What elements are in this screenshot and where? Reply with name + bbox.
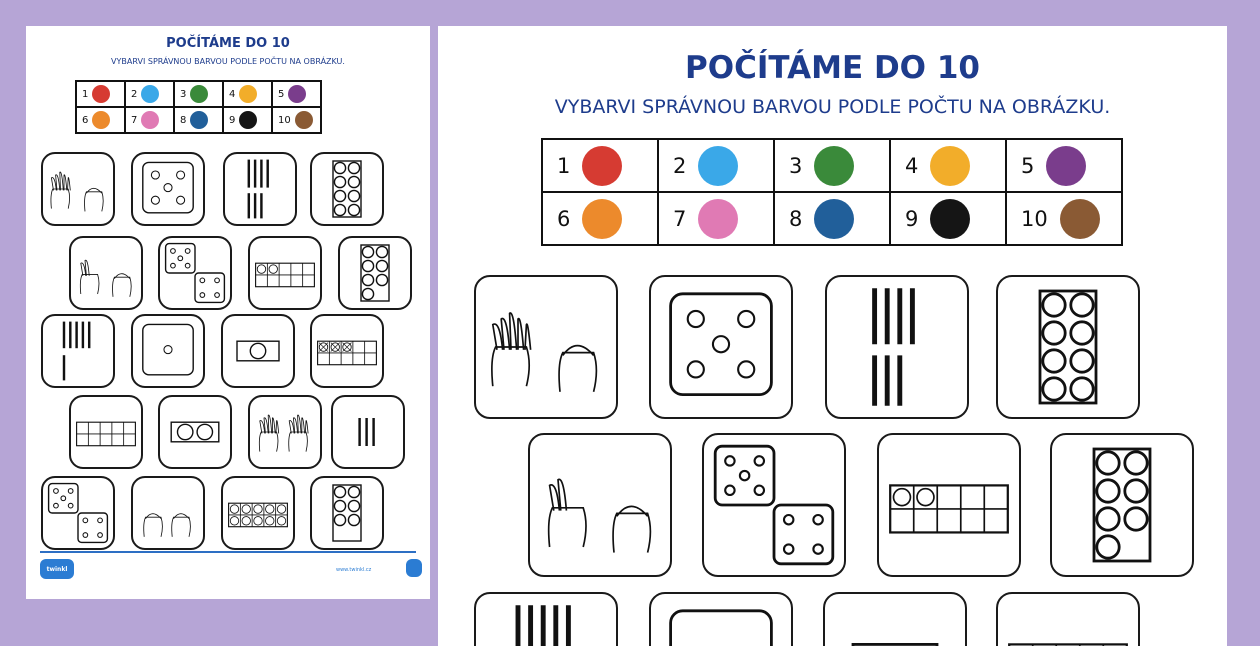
counting-card[interactable] — [823, 592, 967, 646]
two-dice-icon — [160, 238, 230, 308]
color-dot-icon — [92, 85, 110, 103]
color-key-cell — [1006, 139, 1122, 192]
counting-card[interactable] — [248, 395, 322, 469]
counting-card[interactable] — [877, 433, 1021, 577]
color-key-number: 7 — [673, 206, 687, 231]
color-key-cell — [1006, 192, 1122, 245]
color-key-cell — [76, 107, 125, 133]
color-key-number: 1 — [557, 153, 571, 178]
page-title: POČÍTÁME DO 10 — [685, 50, 980, 86]
worksheet-thumbnail[interactable] — [26, 26, 430, 599]
domino-frame-7-icon — [1052, 435, 1192, 575]
color-dot-icon — [288, 85, 306, 103]
two-dice-icon — [704, 435, 844, 575]
frame-one-circle-icon — [223, 316, 293, 386]
counting-card[interactable] — [1050, 433, 1194, 577]
color-key-cell — [774, 139, 890, 192]
color-key-cell — [272, 81, 321, 107]
dice-one-icon — [133, 316, 203, 386]
counting-card[interactable] — [528, 433, 672, 577]
color-key-table — [541, 138, 1123, 246]
color-key-cell — [658, 192, 774, 245]
frame-two-circles-icon — [160, 397, 230, 467]
domino-frame-8-icon — [312, 154, 382, 224]
counting-card[interactable] — [41, 476, 115, 550]
worksheet-main — [438, 26, 1227, 646]
twinkl-badge-icon — [406, 559, 422, 577]
color-key-number: 5 — [278, 88, 285, 100]
tally-marks-7-icon — [827, 277, 967, 417]
thumbnail-color-key — [75, 80, 322, 134]
color-dot-icon — [190, 85, 208, 103]
color-dot-icon — [930, 199, 970, 239]
counting-card[interactable] — [131, 314, 205, 388]
color-key-number: 8 — [180, 114, 187, 126]
color-key-number: 10 — [278, 114, 291, 126]
domino-frame-8-icon — [998, 277, 1138, 417]
counting-card[interactable] — [702, 433, 846, 577]
color-key-number: 2 — [673, 153, 687, 178]
ten-frame-2-icon — [250, 238, 320, 308]
color-key-number: 5 — [1021, 153, 1035, 178]
color-dot-icon — [141, 111, 159, 129]
tally-marks-6-icon — [476, 594, 616, 646]
color-key-cell — [542, 139, 658, 192]
color-key-number: 2 — [131, 88, 138, 100]
color-key-number: 3 — [789, 153, 803, 178]
color-key-number: 1 — [82, 88, 89, 100]
counting-card[interactable] — [649, 592, 793, 646]
counting-card[interactable] — [474, 592, 618, 646]
counting-card[interactable] — [41, 152, 115, 226]
color-key-number: 3 — [180, 88, 187, 100]
counting-card[interactable] — [221, 314, 295, 388]
counting-card[interactable] — [825, 275, 969, 419]
color-dot-icon — [814, 199, 854, 239]
hands-2-and-fist-icon — [71, 238, 141, 308]
color-key-cell — [890, 139, 1006, 192]
color-key-number: 4 — [229, 88, 236, 100]
hands-2-and-fist-icon — [530, 435, 670, 575]
color-key-number: 9 — [905, 206, 919, 231]
tally-marks-3-icon — [333, 397, 403, 467]
color-dot-icon — [582, 146, 622, 186]
color-dot-icon — [1060, 199, 1100, 239]
counting-card[interactable] — [248, 236, 322, 310]
color-dot-icon — [814, 146, 854, 186]
ten-frame-2-icon — [879, 435, 1019, 575]
color-dot-icon — [582, 199, 622, 239]
domino-frame-7-icon — [340, 238, 410, 308]
counting-card[interactable] — [996, 592, 1140, 646]
two-dice-icon — [43, 478, 113, 548]
counting-card[interactable] — [338, 236, 412, 310]
hands-5-and-fist-icon — [476, 277, 616, 417]
color-key-number: 8 — [789, 206, 803, 231]
dice-five-icon — [651, 277, 791, 417]
counting-card[interactable] — [996, 275, 1140, 419]
tally-marks-7-icon — [225, 154, 295, 224]
counting-card[interactable] — [331, 395, 405, 469]
hands-fists-icon — [133, 478, 203, 548]
color-dot-icon — [698, 199, 738, 239]
color-key-cell — [774, 192, 890, 245]
color-key-cell — [890, 192, 1006, 245]
color-key-number: 7 — [131, 114, 138, 126]
color-key-cell — [223, 107, 272, 133]
color-key-number: 10 — [1021, 206, 1048, 231]
twinkl-logo-icon: twinkl — [40, 559, 74, 579]
color-key-number: 6 — [82, 114, 89, 126]
color-key-cell — [76, 81, 125, 107]
page-subtitle: VYBARVI SPRÁVNOU BARVOU PODLE POČTU NA OBRÁZKU. — [554, 96, 1111, 118]
hands-5-and-fist-icon — [43, 154, 113, 224]
frame-one-circle-icon — [825, 594, 965, 646]
counting-card[interactable] — [221, 476, 295, 550]
counting-card[interactable] — [158, 395, 232, 469]
color-dot-icon — [239, 85, 257, 103]
color-key-number: 9 — [229, 114, 236, 126]
counting-card[interactable] — [131, 476, 205, 550]
color-dot-icon — [1046, 146, 1086, 186]
counting-card[interactable] — [69, 236, 143, 310]
color-key-cell — [658, 139, 774, 192]
color-dot-icon — [698, 146, 738, 186]
color-key-number: 4 — [905, 153, 919, 178]
color-dot-icon — [930, 146, 970, 186]
counting-card[interactable] — [223, 152, 297, 226]
counting-card[interactable] — [474, 275, 618, 419]
thumbnail-title: POČÍTÁME DO 10 — [166, 36, 290, 51]
counting-card[interactable] — [310, 152, 384, 226]
footer-site: www.twinkl.cz — [336, 567, 372, 573]
dice-five-icon — [133, 154, 203, 224]
color-key-number: 6 — [557, 206, 571, 231]
counting-card[interactable] — [69, 395, 143, 469]
color-dot-icon — [239, 111, 257, 129]
tally-marks-6-icon — [43, 316, 113, 386]
counting-card[interactable] — [310, 314, 384, 388]
color-dot-icon — [295, 111, 313, 129]
color-key-cell — [223, 81, 272, 107]
ten-frame-empty-icon — [71, 397, 141, 467]
color-dot-icon — [190, 111, 208, 129]
thumbnail-subtitle: VYBARVI SPRÁVNOU BARVOU PODLE POČTU NA OBRÁZKU. — [111, 57, 345, 66]
color-dot-icon — [92, 111, 110, 129]
counting-card[interactable] — [131, 152, 205, 226]
color-key-cell — [542, 192, 658, 245]
footer-line — [40, 551, 416, 553]
domino-frame-6-icon — [312, 478, 382, 548]
counting-card[interactable] — [41, 314, 115, 388]
color-dot-icon — [141, 85, 159, 103]
ten-frame-crossed-icon — [312, 316, 382, 386]
color-key-cell — [174, 107, 223, 133]
color-key-cell — [174, 81, 223, 107]
counting-card[interactable] — [158, 236, 232, 310]
counting-card[interactable] — [310, 476, 384, 550]
dice-one-icon — [651, 594, 791, 646]
ten-frame-full-icon — [223, 478, 293, 548]
ten-frame-crossed-icon — [998, 594, 1138, 646]
color-key-cell — [125, 107, 174, 133]
color-key-cell — [125, 81, 174, 107]
hands-two-open-icon — [250, 397, 320, 467]
counting-card[interactable] — [649, 275, 793, 419]
color-key-cell — [272, 107, 321, 133]
